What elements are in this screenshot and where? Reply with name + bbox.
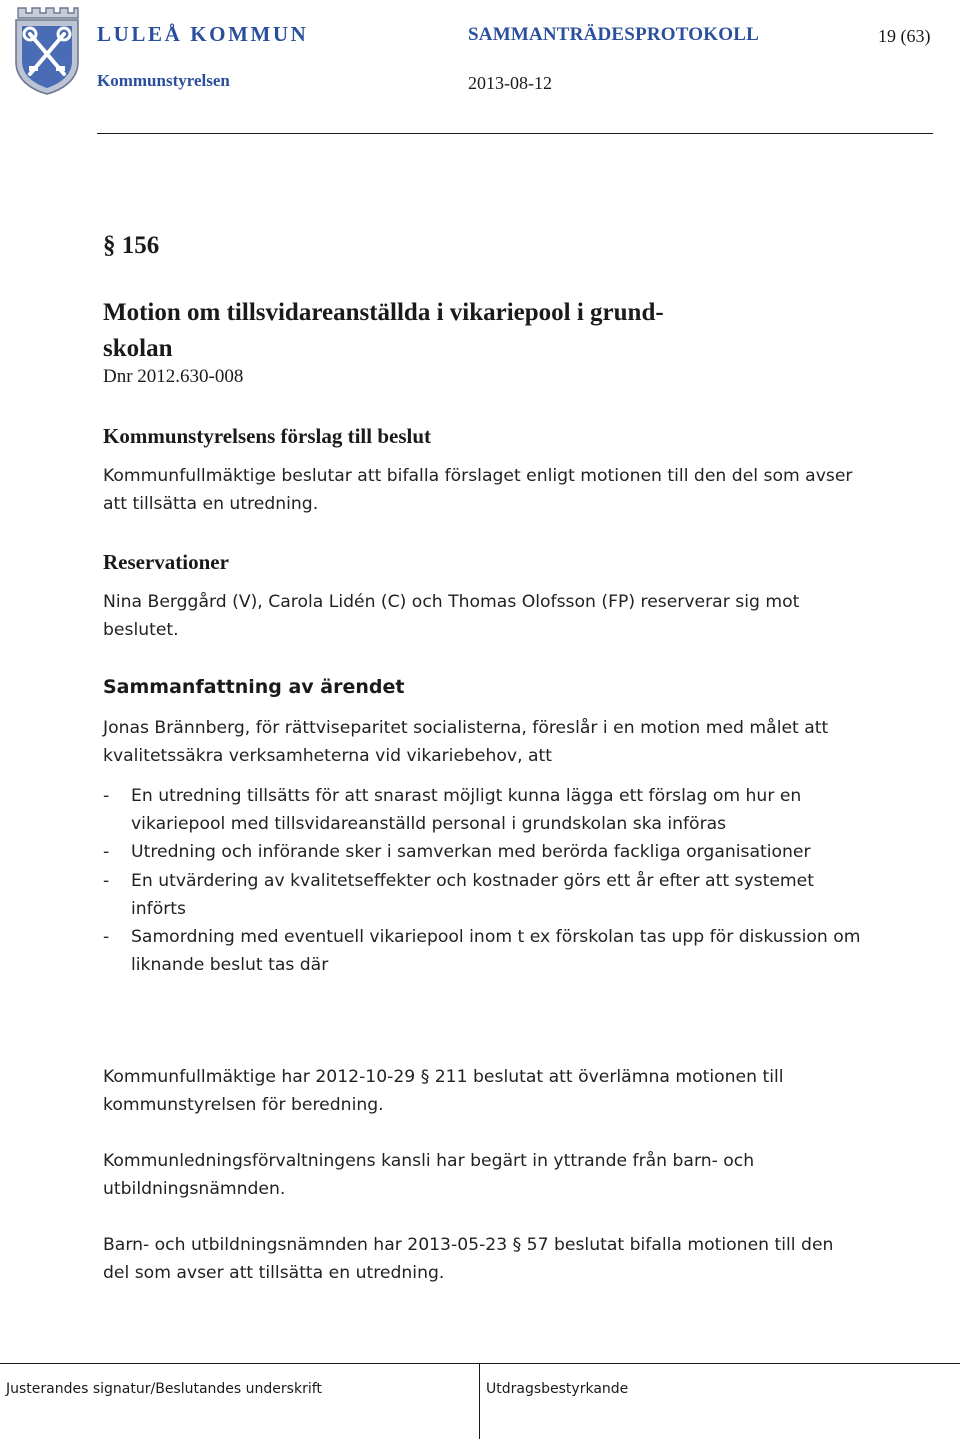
footer-column-divider — [479, 1363, 480, 1439]
footer-divider — [0, 1363, 960, 1364]
list-item — [103, 923, 863, 979]
org-name: LULEÅ KOMMUN — [97, 22, 309, 46]
bullet-dash: - — [103, 870, 110, 891]
summary-paragraph-1: Kommunfullmäktige har 2012-10-29 § 211 beslutat att överlämna motionen till kommunstyrelsen för beredning. — [103, 1067, 784, 1116]
list-item — [103, 838, 863, 866]
bullet-text: Utredning och införande sker i samverkan med berörda fackliga organisationer — [131, 842, 811, 863]
certification-field-label: Utdragsbestyrkande — [486, 1381, 629, 1397]
summary-intro: Jonas Brännberg, för rättviseparitet socialisterna, föreslår i en motion med målet att kvalitetssäkra verksamheterna vid vikariebehov, att — [103, 718, 829, 767]
summary-paragraph-2: Kommunledningsförvaltningens kansli har begärt in yttrande från barn- och utbildningsnämnden. — [103, 1151, 755, 1200]
department-name: Kommunstyrelsen — [97, 71, 230, 90]
proposal-text: Kommunfullmäktige beslutar att bifalla förslaget enligt motionen till den del som avser att tillsätta en utredning. — [103, 466, 853, 515]
list-item — [103, 867, 863, 923]
paragraph-number: § 156 — [103, 232, 160, 259]
signature-field-label: Justerandes signatur/Beslutandes underskrift — [6, 1381, 322, 1397]
bullet-dash: - — [103, 842, 110, 863]
bullet-text: En utvärdering av kvalitetseffekter och kostnader görs ett år efter att systemet införts — [131, 870, 814, 919]
title-line-1: Motion om tillsvidareanställda i vikariepool i grund- — [103, 299, 664, 326]
proposal-heading: Kommunstyrelsens förslag till beslut — [103, 424, 432, 448]
header-divider — [97, 133, 933, 134]
bullet-dash: - — [103, 927, 110, 948]
summary-paragraph-3: Barn- och utbildningsnämnden har 2013-05-23 § 57 beslutat bifalla motionen till den del som avser att tillsätta en utredning. — [103, 1235, 834, 1284]
page-title — [103, 295, 803, 367]
summary-bullet-list — [103, 782, 863, 979]
page-number: 19 (63) — [878, 26, 931, 46]
lulea-coat-of-arms-icon — [12, 4, 82, 96]
document-date: 2013-08-12 — [468, 73, 552, 93]
document-type: SAMMANTRÄDESPROTOKOLL — [468, 24, 759, 45]
title-line-2: skolan — [103, 335, 173, 362]
reservations-heading: Reservationer — [103, 550, 229, 574]
case-number: Dnr 2012.630-008 — [103, 366, 244, 387]
list-item — [103, 782, 863, 838]
reservations-text: Nina Berggård (V), Carola Lidén (C) och Thomas Olofsson (FP) reserverar sig mot beslutet. — [103, 592, 800, 641]
summary-heading: Sammanfattning av ärendet — [103, 676, 405, 698]
bullet-text: En utredning tillsätts för att snarast möjligt kunna lägga ett förslag om hur en vikariepool med tillsvidareanställd personal i grundskolan ska införas — [131, 786, 802, 835]
bullet-text: Samordning med eventuell vikariepool inom t ex förskolan tas upp för diskussion om liknande beslut tas där — [131, 927, 861, 976]
bullet-dash: - — [103, 786, 110, 806]
